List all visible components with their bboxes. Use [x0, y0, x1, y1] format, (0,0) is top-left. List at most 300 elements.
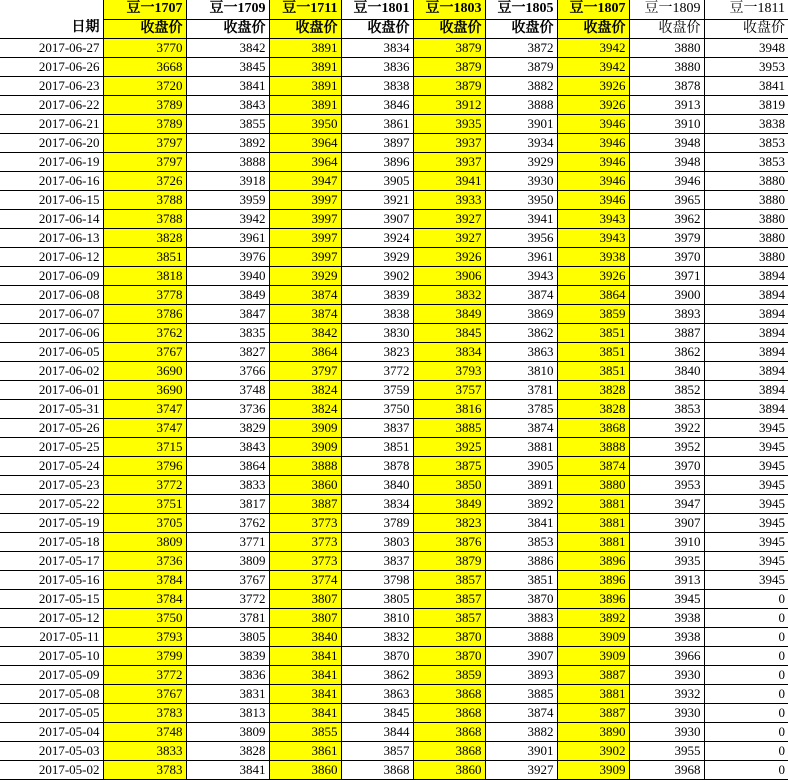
date-cell[interactable]: 2017-05-04 [0, 722, 103, 741]
price-cell[interactable]: 3851 [341, 437, 413, 456]
date-cell[interactable]: 2017-06-22 [0, 95, 103, 114]
price-cell[interactable]: 3872 [485, 38, 557, 57]
date-cell[interactable]: 2017-06-13 [0, 228, 103, 247]
price-cell[interactable]: 3823 [413, 513, 485, 532]
price-cell[interactable]: 3849 [413, 304, 485, 323]
price-cell[interactable]: 3897 [341, 133, 413, 152]
date-cell[interactable]: 2017-05-02 [0, 760, 103, 779]
price-cell[interactable]: 3947 [629, 494, 704, 513]
price-cell[interactable]: 3883 [485, 608, 557, 627]
price-cell[interactable]: 3841 [704, 76, 788, 95]
price-cell[interactable]: 3909 [269, 437, 341, 456]
price-cell[interactable]: 3715 [103, 437, 186, 456]
price-cell[interactable]: 3773 [269, 532, 341, 551]
price-cell[interactable]: 3880 [704, 209, 788, 228]
price-cell[interactable]: 3750 [341, 399, 413, 418]
price-cell[interactable]: 3938 [629, 627, 704, 646]
price-cell[interactable]: 3805 [341, 589, 413, 608]
price-cell[interactable]: 3840 [341, 475, 413, 494]
price-cell[interactable]: 3965 [629, 190, 704, 209]
price-cell[interactable]: 3946 [557, 152, 629, 171]
price-cell[interactable]: 3927 [413, 209, 485, 228]
price-cell[interactable]: 3834 [341, 494, 413, 513]
price-cell[interactable]: 3864 [557, 285, 629, 304]
date-cell[interactable]: 2017-06-14 [0, 209, 103, 228]
price-cell[interactable]: 3859 [413, 665, 485, 684]
price-cell[interactable]: 3882 [485, 76, 557, 95]
date-cell[interactable]: 2017-05-12 [0, 608, 103, 627]
price-cell[interactable]: 3834 [341, 38, 413, 57]
price-cell[interactable]: 3894 [704, 380, 788, 399]
price-cell[interactable]: 3850 [413, 475, 485, 494]
price-cell[interactable]: 3759 [341, 380, 413, 399]
date-cell[interactable]: 2017-06-05 [0, 342, 103, 361]
price-cell[interactable]: 3798 [341, 570, 413, 589]
price-cell[interactable]: 3891 [269, 95, 341, 114]
price-cell[interactable]: 3767 [103, 684, 186, 703]
price-cell[interactable]: 3864 [186, 456, 269, 475]
price-cell[interactable]: 3789 [103, 114, 186, 133]
price-cell[interactable]: 3930 [629, 722, 704, 741]
price-cell[interactable]: 3896 [341, 152, 413, 171]
price-cell[interactable]: 3945 [704, 456, 788, 475]
price-cell[interactable]: 3813 [186, 703, 269, 722]
price-cell[interactable]: 3840 [629, 361, 704, 380]
price-cell[interactable]: 0 [704, 589, 788, 608]
date-cell[interactable]: 2017-05-24 [0, 456, 103, 475]
price-cell[interactable]: 3857 [341, 741, 413, 760]
price-cell[interactable]: 3860 [413, 760, 485, 779]
price-cell[interactable]: 3945 [704, 475, 788, 494]
price-cell[interactable]: 3839 [341, 285, 413, 304]
price-cell[interactable]: 3869 [485, 304, 557, 323]
price-cell[interactable]: 3762 [103, 323, 186, 342]
price-cell[interactable]: 3841 [186, 760, 269, 779]
date-cell[interactable]: 2017-06-12 [0, 247, 103, 266]
price-cell[interactable]: 3736 [103, 551, 186, 570]
price-cell[interactable]: 3843 [186, 437, 269, 456]
price-cell[interactable]: 3836 [341, 57, 413, 76]
price-cell[interactable]: 0 [704, 608, 788, 627]
price-cell[interactable]: 3860 [269, 760, 341, 779]
price-cell[interactable]: 3886 [485, 551, 557, 570]
contract-header[interactable]: 豆一1803 [413, 0, 485, 19]
price-cell[interactable]: 3841 [269, 665, 341, 684]
price-cell[interactable]: 3781 [186, 608, 269, 627]
price-cell[interactable]: 3837 [341, 418, 413, 437]
price-cell[interactable]: 3816 [413, 399, 485, 418]
price-cell[interactable]: 3767 [103, 342, 186, 361]
price-cell[interactable]: 3857 [413, 570, 485, 589]
price-cell[interactable]: 3841 [269, 703, 341, 722]
price-cell[interactable]: 3784 [103, 589, 186, 608]
price-cell[interactable]: 3929 [341, 247, 413, 266]
price-cell[interactable]: 3862 [485, 323, 557, 342]
price-cell[interactable]: 3906 [413, 266, 485, 285]
price-cell[interactable]: 3935 [413, 114, 485, 133]
price-cell[interactable]: 3770 [103, 38, 186, 57]
price-cell[interactable]: 3933 [413, 190, 485, 209]
price-cell[interactable]: 3840 [269, 627, 341, 646]
price-cell[interactable]: 3956 [485, 228, 557, 247]
date-cell[interactable]: 2017-06-09 [0, 266, 103, 285]
price-cell[interactable]: 3997 [269, 228, 341, 247]
price-cell[interactable]: 3841 [269, 646, 341, 665]
price-cell[interactable]: 3891 [269, 76, 341, 95]
price-cell[interactable]: 3767 [186, 570, 269, 589]
price-cell[interactable]: 3971 [629, 266, 704, 285]
price-cell[interactable]: 3853 [704, 152, 788, 171]
price-cell[interactable]: 3894 [704, 361, 788, 380]
price-cell[interactable]: 3879 [485, 57, 557, 76]
price-cell[interactable]: 0 [704, 703, 788, 722]
price-cell[interactable]: 3859 [557, 304, 629, 323]
price-cell[interactable]: 3690 [103, 361, 186, 380]
contract-header[interactable]: 豆一1805 [485, 0, 557, 19]
price-cell[interactable]: 3909 [269, 418, 341, 437]
price-label-header[interactable]: 收盘价 [413, 19, 485, 38]
date-cell[interactable]: 2017-05-09 [0, 665, 103, 684]
price-cell[interactable]: 3930 [485, 171, 557, 190]
price-cell[interactable]: 3950 [485, 190, 557, 209]
price-cell[interactable]: 3924 [341, 228, 413, 247]
price-cell[interactable]: 3874 [485, 418, 557, 437]
price-cell[interactable]: 3838 [704, 114, 788, 133]
price-cell[interactable]: 3948 [704, 38, 788, 57]
price-cell[interactable]: 3841 [485, 513, 557, 532]
price-cell[interactable]: 3838 [341, 76, 413, 95]
price-cell[interactable]: 3979 [629, 228, 704, 247]
price-cell[interactable]: 3997 [269, 209, 341, 228]
price-cell[interactable]: 3781 [485, 380, 557, 399]
price-cell[interactable]: 3828 [186, 741, 269, 760]
price-cell[interactable]: 3845 [341, 703, 413, 722]
price-cell[interactable]: 3870 [485, 589, 557, 608]
price-cell[interactable]: 3927 [413, 228, 485, 247]
price-cell[interactable]: 3796 [103, 456, 186, 475]
date-cell[interactable]: 2017-05-23 [0, 475, 103, 494]
price-cell[interactable]: 3900 [629, 285, 704, 304]
price-cell[interactable]: 3783 [103, 703, 186, 722]
price-cell[interactable]: 3946 [557, 171, 629, 190]
price-cell[interactable]: 3945 [629, 589, 704, 608]
price-cell[interactable]: 3797 [269, 361, 341, 380]
price-cell[interactable]: 3948 [629, 133, 704, 152]
date-cell[interactable]: 2017-06-01 [0, 380, 103, 399]
price-cell[interactable]: 3945 [704, 437, 788, 456]
price-cell[interactable]: 3807 [269, 589, 341, 608]
price-cell[interactable]: 3913 [629, 95, 704, 114]
date-cell[interactable]: 2017-05-11 [0, 627, 103, 646]
price-cell[interactable]: 3997 [269, 247, 341, 266]
price-cell[interactable]: 3868 [413, 741, 485, 760]
date-cell[interactable]: 2017-05-10 [0, 646, 103, 665]
price-cell[interactable]: 3875 [413, 456, 485, 475]
price-label-header[interactable]: 收盘价 [341, 19, 413, 38]
price-cell[interactable]: 3851 [557, 342, 629, 361]
price-cell[interactable]: 3862 [341, 665, 413, 684]
price-cell[interactable]: 3918 [186, 171, 269, 190]
price-cell[interactable]: 3778 [103, 285, 186, 304]
price-cell[interactable]: 3893 [485, 665, 557, 684]
price-cell[interactable]: 3870 [413, 646, 485, 665]
price-cell[interactable]: 3945 [704, 551, 788, 570]
price-cell[interactable]: 3750 [103, 608, 186, 627]
contract-header[interactable]: 豆一1707 [103, 0, 186, 19]
price-cell[interactable]: 3810 [341, 608, 413, 627]
price-cell[interactable]: 3849 [413, 494, 485, 513]
price-cell[interactable]: 3947 [269, 171, 341, 190]
price-cell[interactable]: 3970 [629, 247, 704, 266]
price-cell[interactable]: 3819 [704, 95, 788, 114]
price-cell[interactable]: 3868 [413, 684, 485, 703]
price-cell[interactable]: 3888 [557, 437, 629, 456]
price-cell[interactable]: 3878 [341, 456, 413, 475]
price-cell[interactable]: 3751 [103, 494, 186, 513]
price-cell[interactable]: 3880 [629, 57, 704, 76]
price-cell[interactable]: 3841 [269, 684, 341, 703]
price-cell[interactable]: 3894 [704, 285, 788, 304]
price-cell[interactable]: 3818 [103, 266, 186, 285]
price-cell[interactable]: 3891 [269, 57, 341, 76]
price-cell[interactable]: 3853 [704, 133, 788, 152]
price-cell[interactable]: 3943 [557, 209, 629, 228]
price-cell[interactable]: 3843 [186, 95, 269, 114]
price-cell[interactable]: 3868 [413, 722, 485, 741]
price-cell[interactable]: 3976 [186, 247, 269, 266]
price-cell[interactable]: 3896 [557, 589, 629, 608]
price-cell[interactable]: 3946 [557, 133, 629, 152]
price-cell[interactable]: 3831 [186, 684, 269, 703]
contract-header[interactable]: 豆一1709 [186, 0, 269, 19]
price-cell[interactable]: 3945 [704, 418, 788, 437]
price-cell[interactable]: 3953 [629, 475, 704, 494]
price-cell[interactable]: 3853 [629, 399, 704, 418]
price-cell[interactable]: 3772 [103, 475, 186, 494]
date-cell[interactable]: 2017-06-23 [0, 76, 103, 95]
price-cell[interactable]: 3705 [103, 513, 186, 532]
contract-header[interactable]: 豆一1711 [269, 0, 341, 19]
price-cell[interactable]: 3757 [413, 380, 485, 399]
price-cell[interactable]: 3793 [103, 627, 186, 646]
price-cell[interactable]: 3945 [704, 494, 788, 513]
price-cell[interactable]: 3909 [557, 646, 629, 665]
price-cell[interactable]: 3934 [485, 133, 557, 152]
price-cell[interactable]: 3893 [629, 304, 704, 323]
date-cell[interactable]: 2017-06-08 [0, 285, 103, 304]
price-cell[interactable]: 3882 [485, 722, 557, 741]
price-cell[interactable]: 3874 [269, 285, 341, 304]
price-cell[interactable]: 3748 [103, 722, 186, 741]
price-cell[interactable]: 3905 [341, 171, 413, 190]
price-cell[interactable]: 3880 [704, 190, 788, 209]
price-cell[interactable]: 3788 [103, 190, 186, 209]
price-cell[interactable]: 3771 [186, 532, 269, 551]
price-label-header[interactable]: 收盘价 [269, 19, 341, 38]
price-cell[interactable]: 3961 [485, 247, 557, 266]
price-cell[interactable]: 3880 [704, 228, 788, 247]
price-cell[interactable]: 3901 [485, 741, 557, 760]
price-cell[interactable]: 3863 [485, 342, 557, 361]
price-label-header[interactable]: 收盘价 [557, 19, 629, 38]
price-cell[interactable]: 3891 [485, 475, 557, 494]
price-cell[interactable]: 3747 [103, 399, 186, 418]
price-cell[interactable]: 3926 [557, 76, 629, 95]
date-cell[interactable]: 2017-05-05 [0, 703, 103, 722]
price-cell[interactable]: 3913 [629, 570, 704, 589]
price-cell[interactable]: 3894 [704, 266, 788, 285]
price-cell[interactable]: 3892 [186, 133, 269, 152]
price-cell[interactable]: 3912 [413, 95, 485, 114]
price-cell[interactable]: 3799 [103, 646, 186, 665]
price-cell[interactable]: 3888 [269, 456, 341, 475]
price-cell[interactable]: 3938 [629, 608, 704, 627]
price-cell[interactable]: 3803 [341, 532, 413, 551]
price-cell[interactable]: 3809 [103, 532, 186, 551]
price-cell[interactable]: 3870 [341, 646, 413, 665]
price-cell[interactable]: 3962 [629, 209, 704, 228]
price-cell[interactable]: 3907 [629, 513, 704, 532]
price-cell[interactable]: 3952 [629, 437, 704, 456]
price-cell[interactable]: 3805 [186, 627, 269, 646]
price-cell[interactable]: 3943 [485, 266, 557, 285]
price-cell[interactable]: 3910 [629, 532, 704, 551]
price-cell[interactable]: 3902 [557, 741, 629, 760]
price-cell[interactable]: 3894 [704, 304, 788, 323]
price-cell[interactable]: 3966 [629, 646, 704, 665]
price-cell[interactable]: 3881 [485, 437, 557, 456]
price-cell[interactable]: 3894 [704, 342, 788, 361]
price-cell[interactable]: 3861 [269, 741, 341, 760]
price-cell[interactable]: 3874 [485, 285, 557, 304]
price-cell[interactable]: 3937 [413, 152, 485, 171]
price-cell[interactable]: 3824 [269, 399, 341, 418]
price-cell[interactable]: 3879 [413, 76, 485, 95]
price-cell[interactable]: 3836 [186, 665, 269, 684]
price-cell[interactable]: 3910 [629, 114, 704, 133]
price-cell[interactable]: 3885 [485, 684, 557, 703]
price-cell[interactable]: 3797 [103, 133, 186, 152]
price-cell[interactable]: 3832 [413, 285, 485, 304]
price-label-header[interactable]: 收盘价 [704, 19, 788, 38]
price-cell[interactable]: 3784 [103, 570, 186, 589]
price-cell[interactable]: 3736 [186, 399, 269, 418]
price-cell[interactable]: 3762 [186, 513, 269, 532]
price-cell[interactable]: 3773 [269, 551, 341, 570]
price-cell[interactable]: 3844 [341, 722, 413, 741]
price-cell[interactable]: 3881 [557, 494, 629, 513]
price-cell[interactable]: 3748 [186, 380, 269, 399]
price-cell[interactable]: 3879 [413, 551, 485, 570]
price-cell[interactable]: 0 [704, 684, 788, 703]
price-cell[interactable]: 3824 [269, 380, 341, 399]
date-cell[interactable]: 2017-06-20 [0, 133, 103, 152]
price-cell[interactable]: 3785 [485, 399, 557, 418]
price-cell[interactable]: 3851 [485, 570, 557, 589]
date-cell[interactable]: 2017-05-16 [0, 570, 103, 589]
price-cell[interactable]: 3907 [485, 646, 557, 665]
price-cell[interactable]: 0 [704, 646, 788, 665]
price-cell[interactable]: 3922 [629, 418, 704, 437]
price-cell[interactable]: 3888 [485, 95, 557, 114]
price-cell[interactable]: 3892 [557, 608, 629, 627]
date-cell[interactable]: 2017-06-26 [0, 57, 103, 76]
date-cell[interactable]: 2017-06-21 [0, 114, 103, 133]
price-cell[interactable]: 3929 [269, 266, 341, 285]
price-cell[interactable]: 3835 [186, 323, 269, 342]
price-cell[interactable]: 3887 [557, 665, 629, 684]
price-cell[interactable]: 3797 [103, 152, 186, 171]
price-cell[interactable]: 3907 [341, 209, 413, 228]
date-cell[interactable]: 2017-05-26 [0, 418, 103, 437]
date-cell[interactable]: 2017-06-16 [0, 171, 103, 190]
price-cell[interactable]: 3942 [186, 209, 269, 228]
price-label-header[interactable]: 收盘价 [103, 19, 186, 38]
date-cell[interactable]: 2017-06-27 [0, 38, 103, 57]
price-cell[interactable]: 3881 [557, 532, 629, 551]
price-cell[interactable]: 3834 [413, 342, 485, 361]
price-cell[interactable]: 3925 [413, 437, 485, 456]
date-cell[interactable]: 2017-05-08 [0, 684, 103, 703]
price-cell[interactable]: 3783 [103, 760, 186, 779]
date-cell[interactable]: 2017-06-06 [0, 323, 103, 342]
price-cell[interactable]: 3891 [269, 38, 341, 57]
price-cell[interactable]: 3970 [629, 456, 704, 475]
price-cell[interactable]: 3945 [704, 532, 788, 551]
price-cell[interactable]: 3941 [485, 209, 557, 228]
price-cell[interactable]: 3870 [413, 627, 485, 646]
price-cell[interactable]: 3855 [269, 722, 341, 741]
price-cell[interactable]: 3946 [557, 190, 629, 209]
price-cell[interactable]: 3829 [186, 418, 269, 437]
price-cell[interactable]: 3880 [557, 475, 629, 494]
price-cell[interactable]: 3726 [103, 171, 186, 190]
price-cell[interactable]: 3864 [269, 342, 341, 361]
date-cell[interactable]: 2017-05-25 [0, 437, 103, 456]
price-cell[interactable]: 0 [704, 665, 788, 684]
price-cell[interactable]: 3832 [341, 627, 413, 646]
price-cell[interactable]: 3927 [485, 760, 557, 779]
price-cell[interactable]: 3880 [704, 247, 788, 266]
date-cell[interactable]: 2017-05-22 [0, 494, 103, 513]
price-cell[interactable]: 3953 [704, 57, 788, 76]
date-cell[interactable]: 2017-06-19 [0, 152, 103, 171]
price-label-header[interactable]: 收盘价 [485, 19, 557, 38]
date-cell[interactable]: 2017-05-19 [0, 513, 103, 532]
date-cell[interactable]: 2017-06-02 [0, 361, 103, 380]
price-cell[interactable]: 3878 [629, 76, 704, 95]
price-cell[interactable]: 3828 [557, 399, 629, 418]
price-cell[interactable]: 3964 [269, 152, 341, 171]
price-cell[interactable]: 3851 [103, 247, 186, 266]
date-column-header[interactable]: 日期 [0, 19, 103, 38]
price-cell[interactable]: 3909 [557, 760, 629, 779]
price-cell[interactable]: 3863 [341, 684, 413, 703]
price-cell[interactable]: 3845 [186, 57, 269, 76]
price-cell[interactable]: 3868 [557, 418, 629, 437]
price-cell[interactable]: 3788 [103, 209, 186, 228]
price-cell[interactable]: 3874 [269, 304, 341, 323]
price-cell[interactable]: 3946 [557, 114, 629, 133]
price-cell[interactable]: 3942 [557, 57, 629, 76]
price-cell[interactable]: 3935 [629, 551, 704, 570]
price-cell[interactable]: 3943 [557, 228, 629, 247]
price-cell[interactable]: 3938 [557, 247, 629, 266]
price-cell[interactable]: 3773 [269, 513, 341, 532]
price-cell[interactable]: 3789 [341, 513, 413, 532]
price-cell[interactable]: 3887 [269, 494, 341, 513]
contract-header[interactable]: 豆一1809 [629, 0, 704, 19]
